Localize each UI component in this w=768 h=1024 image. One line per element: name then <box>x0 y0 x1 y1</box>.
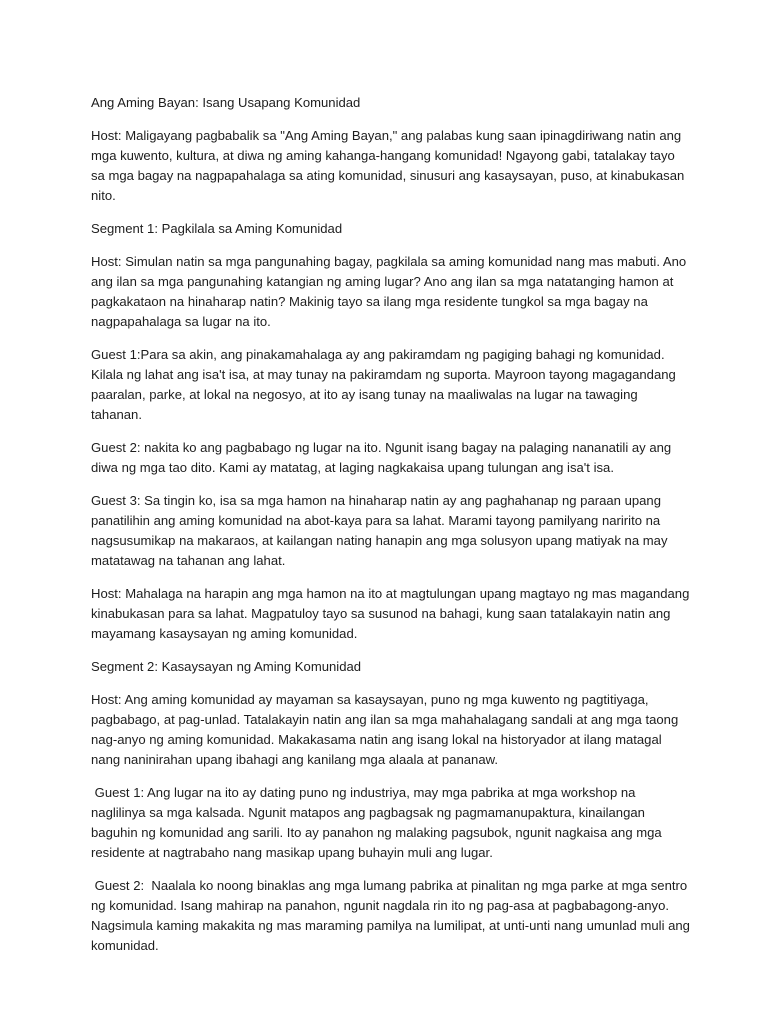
paragraph: Host: Ang aming komunidad ay mayaman sa kasaysayan, puno ng mga kuwento ng pagtitiyaga, pagbabago, at pag-unlad. Tatalakayin natin ang ilan sa mga mahahalagang sandali at ang mga taong nag-anyo ng aming komunidad. Makakasama natin ang isang lokal na historyador at ilang matagal nang naninirahan upang ibahagi ang kanilang mga alaala at pananaw. <box>91 692 682 767</box>
document-page <box>91 93 694 969</box>
paragraph: Guest 2: Naalala ko noong binaklas ang mga lumang pabrika at pinalitan ng mga parke at mga sentro ng komunidad. Isang mahirap na panahon, ngunit nagdala rin ito ng pag-asa at pagbabagong-anyo. Nagsimula kaming makakita ng mas maraming pamilya na lumilipat, at unti-unti nang umunlad muli ang komunidad. <box>91 878 694 953</box>
document-title: Ang Aming Bayan: Isang Usapang Komunidad <box>91 95 361 110</box>
paragraph: Host: Mahalaga na harapin ang mga hamon na ito at magtulungan upang magtayo ng mas magandang kinabukasan para sa lahat. Magpatuloy tayo sa susunod na bahagi, kung saan tatalakayin natin ang mayamang kasaysayan ng aming komunidad. <box>91 586 693 641</box>
paragraph: Host: Simulan natin sa mga pangunahing bagay, pagkilala sa aming komunidad nang mas mabuti. Ano ang ilan sa mga pangunahing katangian ng aming lugar? Ano ang ilan sa mga natatanging hamon at pagkakataon na hinaharap natin? Makinig tayo sa ilang mga residente tungkol sa mga bagay na nagpapahalaga sa lugar na ito. <box>91 254 690 329</box>
paragraph: Guest 3: Sa tingin ko, isa sa mga hamon na hinaharap natin ay ang paghahanap ng paraan upang panatilihin ang aming komunidad na abot-kaya para sa lahat. Marami tayong pamilyang naririto na nagsusumikap na makaraos, at kailangan nating hanapin ang mga solusyon upang matiyak na may matatawag na tahanan ang lahat. <box>91 493 672 568</box>
segment-heading: Segment 2: Kasaysayan ng Aming Komunidad <box>91 659 362 674</box>
paragraph: Guest 2: nakita ko ang pagbabago ng lugar na ito. Ngunit isang bagay na palaging nananatili ay ang diwa ng mga tao dito. Kami ay matatag, at laging nagkakaisa upang tulungan ang isa't isa. <box>91 440 675 475</box>
paragraph: Guest 1:Para sa akin, ang pinakamahalaga ay ang pakiramdam ng pagiging bahagi ng komunidad. Kilala ng lahat ang isa't isa, at may tunay na pakiramdam ng suporta. Mayroon tayong magagandang paaralan, parke, at lokal na negosyo, at ito ay isang tunay na maaliwalas na lugar na tawaging tahanan. <box>91 347 680 422</box>
paragraph: Guest 1: Ang lugar na ito ay dating puno ng industriya, may mga pabrika at mga workshop na naglilinya sa mga kalsada. Ngunit matapos ang pagbagsak ng pagmamanupaktura, kinailangan baguhin ng komunidad ang sarili. Ito ay panahon ng malaking pagsubok, ngunit nagkaisa ang mga residente at nagtrabaho nang masikap upang buhayin muli ang lugar. <box>91 785 666 860</box>
segment-heading: Segment 1: Pagkilala sa Aming Komunidad <box>91 221 343 236</box>
paragraph: Host: Maligayang pagbabalik sa "Ang Aming Bayan," ang palabas kung saan ipinagdiriwang natin ang mga kuwento, kultura, at diwa ng aming kahanga-hangang komunidad! Ngayong gabi, tatalakay tayo sa mga bagay na nagpapahalaga sa ating komunidad, sinusuri ang kasaysayan, puso, at kinabukasan nito. <box>91 128 688 203</box>
